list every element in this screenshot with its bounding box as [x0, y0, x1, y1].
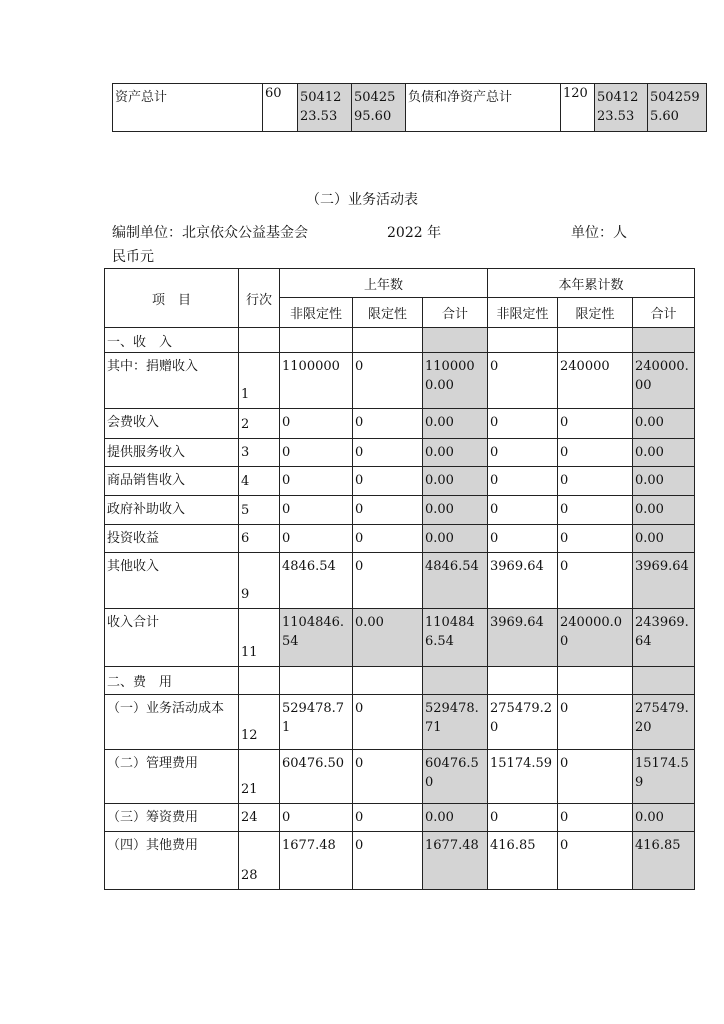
prev-restricted [353, 667, 423, 695]
table-row [105, 553, 695, 609]
row-item: （四）其他费用 [105, 832, 239, 890]
assets-total-label: 资产总计 [113, 84, 263, 132]
activity-body [105, 328, 695, 890]
assets-total-rowno: 60 [263, 84, 298, 132]
prev-total: 1104846.54 [423, 609, 488, 667]
this-total: 416.85 [633, 832, 695, 890]
table-row [105, 667, 695, 695]
row-item: （二）管理费用 [105, 750, 239, 804]
this-unrestricted: 0 [488, 496, 558, 525]
row-no: 3 [239, 439, 280, 467]
table-row [105, 353, 695, 409]
this-total: 0.00 [633, 467, 695, 496]
row-no: 9 [239, 553, 280, 609]
prev-restricted: 0 [353, 695, 423, 750]
row-item: 其他收入 [105, 553, 239, 609]
prev-restricted: 0 [353, 467, 423, 496]
header-this-unrestricted: 非限定性 [488, 298, 558, 328]
prev-unrestricted: 529478.71 [280, 695, 353, 750]
prev-total: 1100000.00 [423, 353, 488, 409]
table-row [105, 750, 695, 804]
prev-restricted: 0 [353, 439, 423, 467]
row-no: 6 [239, 525, 280, 553]
this-restricted: 0 [558, 467, 633, 496]
prev-unrestricted: 4846.54 [280, 553, 353, 609]
prev-restricted: 0 [353, 553, 423, 609]
prev-total: 0.00 [423, 439, 488, 467]
org-name: 编制单位：北京依众公益基金会 [112, 225, 308, 241]
header-prev-year: 上年数 [280, 269, 488, 298]
this-restricted: 0 [558, 496, 633, 525]
row-no: 12 [239, 695, 280, 750]
this-unrestricted: 0 [488, 409, 558, 439]
this-unrestricted [488, 328, 558, 353]
assets-total-end: 5042595.60 [352, 84, 406, 132]
this-total: 0.00 [633, 409, 695, 439]
prev-total [423, 667, 488, 695]
prev-unrestricted: 0 [280, 439, 353, 467]
liabilities-total-rowno: 120 [561, 84, 595, 132]
prev-restricted: 0 [353, 353, 423, 409]
this-total: 275479.20 [633, 695, 695, 750]
prev-unrestricted: 60476.50 [280, 750, 353, 804]
row-item: 政府补助收入 [105, 496, 239, 525]
row-item: 二、费 用 [105, 667, 239, 695]
prev-restricted: 0 [353, 525, 423, 553]
prev-restricted: 0 [353, 750, 423, 804]
this-restricted: 0 [558, 804, 633, 832]
row-no: 21 [239, 750, 280, 804]
prev-total: 0.00 [423, 525, 488, 553]
row-no: 28 [239, 832, 280, 890]
prev-total: 4846.54 [423, 553, 488, 609]
prev-unrestricted: 0 [280, 804, 353, 832]
this-unrestricted: 275479.20 [488, 695, 558, 750]
page-title: （二）业务活动表 [306, 192, 418, 208]
row-no: 1 [239, 353, 280, 409]
table-row [105, 609, 695, 667]
balance-summary-table [112, 83, 707, 132]
this-unrestricted: 0 [488, 467, 558, 496]
this-total: 3969.64 [633, 553, 695, 609]
header-row-1 [105, 269, 695, 298]
row-item: 提供服务收入 [105, 439, 239, 467]
this-total: 0.00 [633, 496, 695, 525]
prev-unrestricted: 0 [280, 467, 353, 496]
currency-unit-cont: 民币元 [112, 249, 154, 265]
prev-restricted: 0 [353, 804, 423, 832]
table-row [105, 804, 695, 832]
row-item: 投资收益 [105, 525, 239, 553]
row-no [239, 667, 280, 695]
liabilities-total-begin: 5041223.53 [595, 84, 648, 132]
header-this-total: 合计 [633, 298, 695, 328]
this-total: 243969.64 [633, 609, 695, 667]
prev-unrestricted: 0 [280, 496, 353, 525]
this-unrestricted [488, 667, 558, 695]
prev-unrestricted: 1104846.54 [280, 609, 353, 667]
row-item: 收入合计 [105, 609, 239, 667]
header-rowno: 行次 [239, 269, 280, 328]
prev-restricted: 0 [353, 832, 423, 890]
this-restricted [558, 667, 633, 695]
this-total: 0.00 [633, 439, 695, 467]
row-item: （一）业务活动成本 [105, 695, 239, 750]
header-item: 项 目 [105, 269, 239, 328]
prev-total: 1677.48 [423, 832, 488, 890]
this-total [633, 667, 695, 695]
this-restricted: 0 [558, 695, 633, 750]
prev-total: 0.00 [423, 804, 488, 832]
row-item: （三）筹资费用 [105, 804, 239, 832]
this-restricted [558, 328, 633, 353]
prev-total: 0.00 [423, 409, 488, 439]
header-this-year: 本年累计数 [488, 269, 695, 298]
header-this-restricted: 限定性 [558, 298, 633, 328]
table-row [105, 328, 695, 353]
table-row [105, 496, 695, 525]
table-row [105, 832, 695, 890]
this-unrestricted: 3969.64 [488, 553, 558, 609]
this-total: 0.00 [633, 804, 695, 832]
prev-restricted: 0 [353, 409, 423, 439]
assets-total-begin: 5041223.53 [298, 84, 352, 132]
this-restricted: 0 [558, 832, 633, 890]
table-row [105, 409, 695, 439]
prev-total: 60476.50 [423, 750, 488, 804]
this-unrestricted: 0 [488, 353, 558, 409]
this-total: 0.00 [633, 525, 695, 553]
prev-total [423, 328, 488, 353]
activity-statement-table [104, 268, 695, 890]
header-prev-total: 合计 [423, 298, 488, 328]
this-restricted: 0 [558, 439, 633, 467]
prev-total: 0.00 [423, 467, 488, 496]
row-no: 4 [239, 467, 280, 496]
prev-unrestricted: 1100000 [280, 353, 353, 409]
prev-restricted: 0 [353, 496, 423, 525]
prev-restricted: 0.00 [353, 609, 423, 667]
table-row [105, 695, 695, 750]
this-unrestricted: 0 [488, 804, 558, 832]
table-row [105, 525, 695, 553]
table-row [105, 467, 695, 496]
prev-restricted [353, 328, 423, 353]
this-unrestricted: 3969.64 [488, 609, 558, 667]
prev-total: 529478.71 [423, 695, 488, 750]
this-restricted: 0 [558, 525, 633, 553]
row-no: 2 [239, 409, 280, 439]
this-unrestricted: 416.85 [488, 832, 558, 890]
this-unrestricted: 15174.59 [488, 750, 558, 804]
table-row [105, 439, 695, 467]
this-total: 240000.00 [633, 353, 695, 409]
this-total: 15174.59 [633, 750, 695, 804]
row-no: 24 [239, 804, 280, 832]
this-unrestricted: 0 [488, 439, 558, 467]
balance-row [113, 84, 707, 132]
currency-unit: 单位：人 [571, 225, 627, 241]
liabilities-total-end: 5042595.60 [648, 84, 707, 132]
this-restricted: 0 [558, 409, 633, 439]
this-restricted: 240000.00 [558, 609, 633, 667]
this-restricted: 0 [558, 750, 633, 804]
this-restricted: 240000 [558, 353, 633, 409]
row-item: 其中：捐赠收入 [105, 353, 239, 409]
this-total [633, 328, 695, 353]
row-no: 11 [239, 609, 280, 667]
row-no [239, 328, 280, 353]
header-prev-restricted: 限定性 [353, 298, 423, 328]
row-no: 5 [239, 496, 280, 525]
row-item: 会费收入 [105, 409, 239, 439]
this-restricted: 0 [558, 553, 633, 609]
row-item: 一、收 入 [105, 328, 239, 353]
prev-unrestricted [280, 667, 353, 695]
prev-unrestricted: 0 [280, 525, 353, 553]
prev-unrestricted [280, 328, 353, 353]
this-unrestricted: 0 [488, 525, 558, 553]
prev-total: 0.00 [423, 496, 488, 525]
prev-unrestricted: 1677.48 [280, 832, 353, 890]
report-year: 2022 年 [387, 225, 442, 241]
row-item: 商品销售收入 [105, 467, 239, 496]
header-prev-unrestricted: 非限定性 [280, 298, 353, 328]
liabilities-total-label: 负债和净资产总计 [406, 84, 561, 132]
prev-unrestricted: 0 [280, 409, 353, 439]
